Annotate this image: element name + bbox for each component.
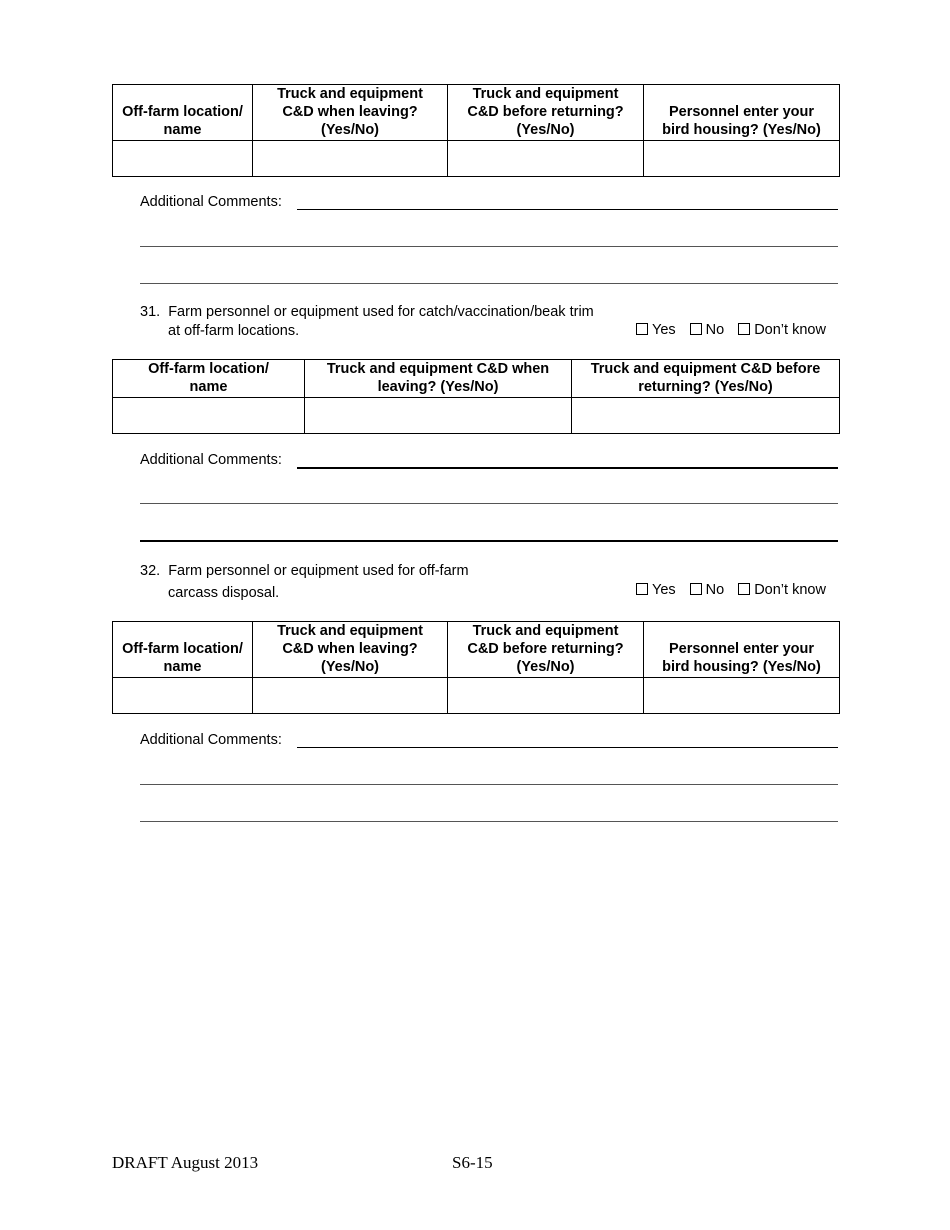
column-header-cd-returning: Truck and equipment C&D before returning? (Yes/No) bbox=[572, 360, 840, 398]
question-31 bbox=[140, 303, 594, 341]
answer-options-32 bbox=[636, 582, 826, 598]
question-32 bbox=[140, 560, 469, 604]
comment-line[interactable] bbox=[140, 540, 838, 542]
checkbox-icon[interactable] bbox=[738, 583, 750, 595]
question-text-line1: Farm personnel or equipment used for off-farm bbox=[168, 563, 469, 579]
footer-draft-date: DRAFT August 2013 bbox=[112, 1153, 259, 1172]
checkbox-icon[interactable] bbox=[636, 583, 648, 595]
additional-comments-label: Additional Comments: bbox=[140, 452, 282, 468]
input-cell-location[interactable] bbox=[113, 678, 253, 714]
input-cell-personnel-enter[interactable] bbox=[644, 141, 840, 177]
input-cell-cd-leaving[interactable] bbox=[253, 141, 448, 177]
table-off-farm-locations-3 bbox=[112, 621, 840, 714]
comment-line[interactable] bbox=[297, 747, 838, 748]
input-cell-cd-returning[interactable] bbox=[448, 678, 644, 714]
checkbox-icon[interactable] bbox=[690, 323, 702, 335]
input-cell-personnel-enter[interactable] bbox=[644, 678, 840, 714]
input-cell-location[interactable] bbox=[113, 141, 253, 177]
option-yes[interactable]: Yes bbox=[636, 582, 676, 598]
checkbox-icon[interactable] bbox=[636, 323, 648, 335]
comment-line[interactable] bbox=[140, 283, 838, 284]
option-dont-know[interactable]: Don’t know bbox=[738, 582, 826, 598]
additional-comments-label: Additional Comments: bbox=[140, 194, 282, 210]
question-number: 31. bbox=[140, 304, 161, 320]
input-cell-cd-leaving[interactable] bbox=[305, 398, 572, 434]
column-header-personnel-enter: Personnel enter your bird housing? (Yes/No) bbox=[644, 85, 840, 141]
option-no[interactable]: No bbox=[690, 582, 725, 598]
footer-page-number: S6-15 bbox=[452, 1153, 493, 1172]
checkbox-icon[interactable] bbox=[690, 583, 702, 595]
comment-line[interactable] bbox=[140, 821, 838, 822]
comment-line[interactable] bbox=[297, 209, 838, 210]
comment-line[interactable] bbox=[140, 246, 838, 247]
column-header-cd-returning: Truck and equipment C&D before returning? (Yes/No) bbox=[448, 85, 644, 141]
option-dont-know[interactable]: Don’t know bbox=[738, 322, 826, 338]
column-header-cd-leaving: Truck and equipment C&D when leaving? (Yes/No) bbox=[253, 622, 448, 678]
column-header-location: Off-farm location/ name bbox=[113, 622, 253, 678]
option-yes[interactable]: Yes bbox=[636, 322, 676, 338]
column-header-location: Off-farm location/ name bbox=[113, 360, 305, 398]
question-text-line1: Farm personnel or equipment used for catch/vaccination/beak trim bbox=[168, 304, 594, 320]
comment-line[interactable] bbox=[140, 503, 838, 504]
column-header-cd-leaving: Truck and equipment C&D when leaving? (Yes/No) bbox=[305, 360, 572, 398]
input-cell-cd-leaving[interactable] bbox=[253, 678, 448, 714]
column-header-personnel-enter: Personnel enter your bird housing? (Yes/No) bbox=[644, 622, 840, 678]
comment-line[interactable] bbox=[297, 467, 838, 469]
input-cell-cd-returning[interactable] bbox=[572, 398, 840, 434]
additional-comments-label: Additional Comments: bbox=[140, 732, 282, 748]
column-header-cd-returning: Truck and equipment C&D before returning? (Yes/No) bbox=[448, 622, 644, 678]
table-off-farm-locations-2 bbox=[112, 359, 840, 434]
comment-line[interactable] bbox=[140, 784, 838, 785]
input-cell-location[interactable] bbox=[113, 398, 305, 434]
question-number: 32. bbox=[140, 563, 161, 579]
question-text-line2: at off-farm locations. bbox=[168, 323, 300, 339]
input-cell-cd-returning[interactable] bbox=[448, 141, 644, 177]
question-text-line2: carcass disposal. bbox=[168, 585, 280, 601]
column-header-location: Off-farm location/ name bbox=[113, 85, 253, 141]
answer-options-31 bbox=[636, 322, 826, 338]
column-header-cd-leaving: Truck and equipment C&D when leaving? (Yes/No) bbox=[253, 85, 448, 141]
checkbox-icon[interactable] bbox=[738, 323, 750, 335]
table-off-farm-locations-1 bbox=[112, 84, 840, 177]
option-no[interactable]: No bbox=[690, 322, 725, 338]
